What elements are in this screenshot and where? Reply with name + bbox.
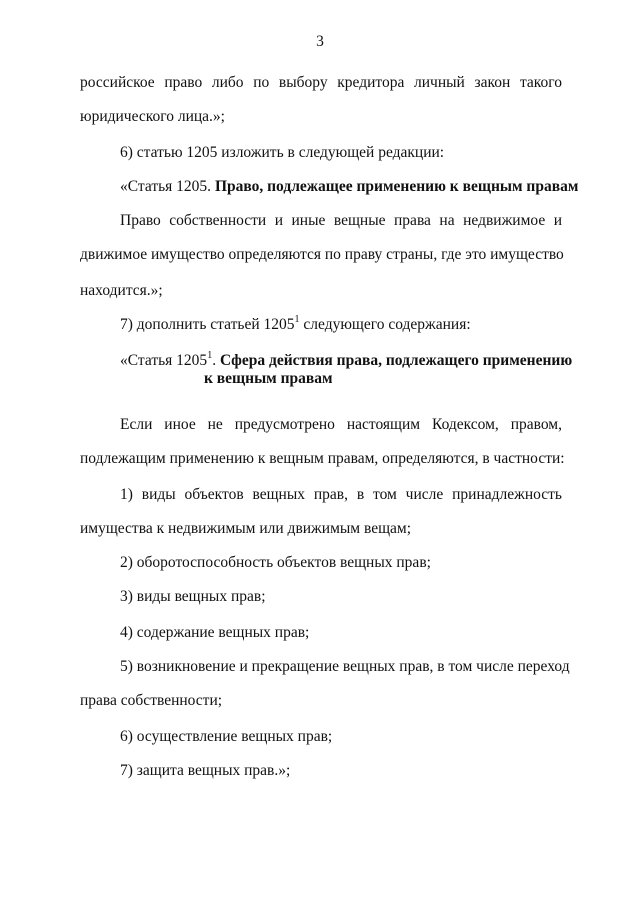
article-heading-title: к вещным правам: [204, 370, 333, 387]
page-number: 3: [316, 33, 324, 50]
text-line: подлежащим применению к вещным правам, определяются, в частности:: [80, 450, 565, 467]
article-heading: [120, 177, 578, 197]
superscript: 1: [294, 314, 300, 325]
article-heading: [120, 351, 572, 373]
text-line: Право собственности и иные вещные права на недвижимое и: [120, 212, 562, 229]
text-line: 6) статью 1205 изложить в следующей редакции:: [120, 144, 445, 161]
text-line: 6) осуществление вещных прав;: [120, 728, 333, 745]
text-line: 4) содержание вещных прав;: [120, 624, 310, 641]
article-heading-title: Сфера действия права, подлежащего применению: [219, 352, 573, 369]
article-heading-title: Право, подлежащее применению к вещным правам: [214, 178, 579, 195]
text-line: 7) защита вещных прав.»;: [120, 762, 291, 779]
text-line: имущества к недвижимым или движимым вещам;: [80, 520, 412, 537]
text-line: юридического лица.»;: [80, 108, 225, 125]
article-heading-title-cont: [204, 369, 333, 389]
text-line: [120, 315, 471, 337]
text-line: 3) виды вещных прав;: [120, 588, 266, 605]
article-heading-dot: .: [212, 352, 220, 369]
text-line: Если иное не предусмотрено настоящим Кодексом, правом,: [120, 416, 562, 433]
superscript: 1: [207, 350, 213, 361]
text-line: находится.»;: [80, 282, 163, 299]
article-heading-prefix: «Статья 1205: [120, 352, 208, 369]
text-line: российское право либо по выбору кредитора личный закон такого: [80, 74, 562, 91]
text-line: 2) оборотоспособность объектов вещных прав;: [120, 554, 431, 571]
text-line: движимое имущество определяются по праву страны, где это имущество: [80, 246, 564, 263]
text-part: 7) дополнить статьей 1205: [120, 316, 295, 333]
text-line: 5) возникновение и прекращение вещных прав, в том числе переход: [120, 658, 570, 675]
text-line: права собственности;: [80, 692, 223, 709]
text-part: следующего содержания:: [299, 316, 471, 333]
article-heading-prefix: «Статья 1205.: [120, 178, 215, 195]
text-line: 1) виды объектов вещных прав, в том числе принадлежность: [120, 486, 562, 503]
